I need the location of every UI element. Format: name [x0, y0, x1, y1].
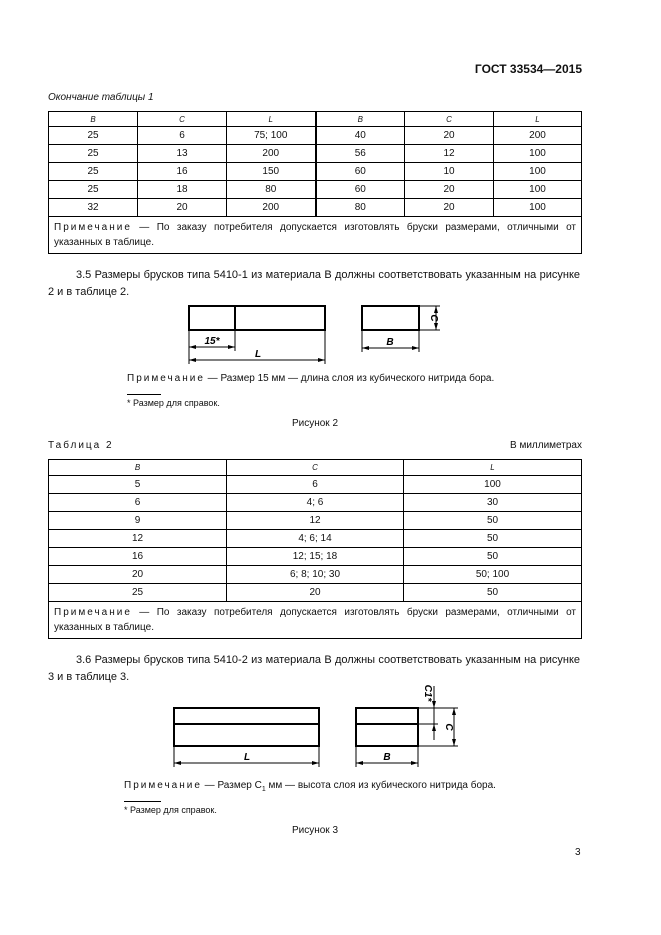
- figure3-footnote: * Размер для справок.: [124, 805, 217, 815]
- table-cell: 32: [49, 199, 138, 217]
- table-cell: 9: [49, 512, 227, 530]
- table-cell: 20: [405, 199, 494, 217]
- table-cell: 100: [494, 163, 582, 181]
- table-cell: 80: [227, 181, 316, 199]
- table-cell: 5: [49, 476, 227, 494]
- column-header: L: [494, 112, 582, 127]
- fig3-arrow: [356, 761, 363, 765]
- figure3-note-pre: — Размер C: [201, 780, 262, 791]
- table-cell: 18: [138, 181, 227, 199]
- table-cell: 12: [405, 145, 494, 163]
- fig3-label-L: L: [243, 752, 251, 763]
- table-cell: 60: [316, 163, 405, 181]
- figure3-note-post: мм — высота слоя из кубического нитрида бора.: [265, 780, 496, 791]
- table-cell: 13: [138, 145, 227, 163]
- table-cell: 12; 15; 18: [227, 548, 404, 566]
- column-header: B: [316, 112, 405, 127]
- table-cell: 40: [316, 127, 405, 145]
- table-cell: 50: [404, 584, 582, 602]
- table-cell: 100: [494, 199, 582, 217]
- table-cell: 20: [49, 566, 227, 584]
- page-number: 3: [575, 847, 581, 858]
- table-cell: 50: [404, 548, 582, 566]
- table-cell: 20: [138, 199, 227, 217]
- table-cell: 10: [405, 163, 494, 181]
- figure2-caption: Рисунок 2: [291, 418, 339, 429]
- table-cell: 12: [49, 530, 227, 548]
- fig2-label-15: 15*: [204, 336, 220, 347]
- column-header: C: [227, 460, 404, 476]
- fig3-arrow: [452, 739, 456, 746]
- figure3-caption: Рисунок 3: [291, 825, 339, 836]
- section-3-6-text: 3.6 Размеры брусков типа 5410-2 из материала В должны соответствовать указанным на рисунке 3 и в таблице 3.: [48, 654, 580, 683]
- fig3-bar-side: [174, 708, 319, 746]
- table-cell: 25: [49, 163, 138, 181]
- table-cell: 56: [316, 145, 405, 163]
- table-cell: 6: [49, 494, 227, 512]
- table-cell: 50: [404, 530, 582, 548]
- figure2-note-text: — Размер 15 мм — длина слоя из кубического нитрида бора.: [204, 373, 495, 384]
- fig3-arrow: [432, 701, 436, 708]
- fig3-arrow: [452, 708, 456, 715]
- table-cell: 6: [138, 127, 227, 145]
- column-header: C: [138, 112, 227, 127]
- table-cell: 80: [316, 199, 405, 217]
- table-cell: 50: [404, 512, 582, 530]
- table-cell: 60: [316, 181, 405, 199]
- table-cell: 100: [404, 476, 582, 494]
- figure3-note-label: Примечание: [124, 780, 202, 791]
- fig2-label-L: L: [254, 349, 262, 360]
- column-header: C: [405, 112, 494, 127]
- column-header: B: [49, 460, 227, 476]
- standard-header: ГОСТ 33534—2015: [474, 62, 582, 76]
- table-cell: 20: [405, 127, 494, 145]
- fig3-label-C: C: [443, 723, 454, 731]
- fig3-footnote-rule: [124, 801, 161, 802]
- note-label: Примечание: [54, 607, 132, 618]
- figure3-note-sub: 1: [261, 786, 266, 793]
- note-label: Примечание: [54, 222, 132, 233]
- fig3-label-B: B: [383, 752, 391, 763]
- column-header: L: [227, 112, 316, 127]
- table-cell: 100: [494, 181, 582, 199]
- table-cell: 20: [405, 181, 494, 199]
- table2-units: В миллиметрах: [510, 440, 582, 451]
- table-cell: 50; 100: [404, 566, 582, 584]
- column-header: L: [404, 460, 582, 476]
- table-cell: 25: [49, 145, 138, 163]
- figure2-footnote: * Размер для справок.: [127, 398, 220, 408]
- table-cell: 150: [227, 163, 316, 181]
- figure2-note-label: Примечание: [127, 373, 205, 384]
- fig3-bar-end: [356, 708, 418, 746]
- table-cell: 4; 6: [227, 494, 404, 512]
- table-cell: 20: [227, 584, 404, 602]
- table-cell: 4; 6; 14: [227, 530, 404, 548]
- fig2-label-B: B: [386, 337, 394, 348]
- table-cell: 100: [494, 145, 582, 163]
- table-cell: 16: [49, 548, 227, 566]
- note-text: — По заказу потребителя допускается изготовлять бруски размерами, отличными от указанных в таблице.: [54, 222, 576, 248]
- table-cell: 200: [227, 145, 316, 163]
- table-cell: 16: [138, 163, 227, 181]
- table-cell: 12: [227, 512, 404, 530]
- table-cell: 25: [49, 584, 227, 602]
- table1-caption: Окончание таблицы 1: [48, 92, 154, 103]
- table-cell: 25: [49, 127, 138, 145]
- table-cell: 6: [227, 476, 404, 494]
- fig3-arrow: [174, 761, 181, 765]
- note-text: — По заказу потребителя допускается изготовлять бруски размерами, отличными от указанных в таблице.: [54, 607, 576, 633]
- table-cell: 200: [227, 199, 316, 217]
- figure3-note: [124, 780, 496, 793]
- table-cell: 200: [494, 127, 582, 145]
- fig3-arrow: [432, 724, 436, 731]
- fig3-arrow: [312, 761, 319, 765]
- column-header: B: [49, 112, 138, 127]
- table2-title: Таблица 2: [48, 440, 114, 451]
- table-cell: 6; 8; 10; 30: [227, 566, 404, 584]
- section-3-5-text: 3.5 Размеры брусков типа 5410-1 из материала В должны соответствовать указанным на рисунке 2 и в таблице 2.: [48, 269, 580, 298]
- table-cell: 25: [49, 181, 138, 199]
- fig3-label-C1: C1*: [422, 684, 433, 702]
- table-cell: 30: [404, 494, 582, 512]
- table-cell: 75; 100: [227, 127, 316, 145]
- fig3-arrow: [411, 761, 418, 765]
- fig2-label-C: C: [428, 314, 439, 322]
